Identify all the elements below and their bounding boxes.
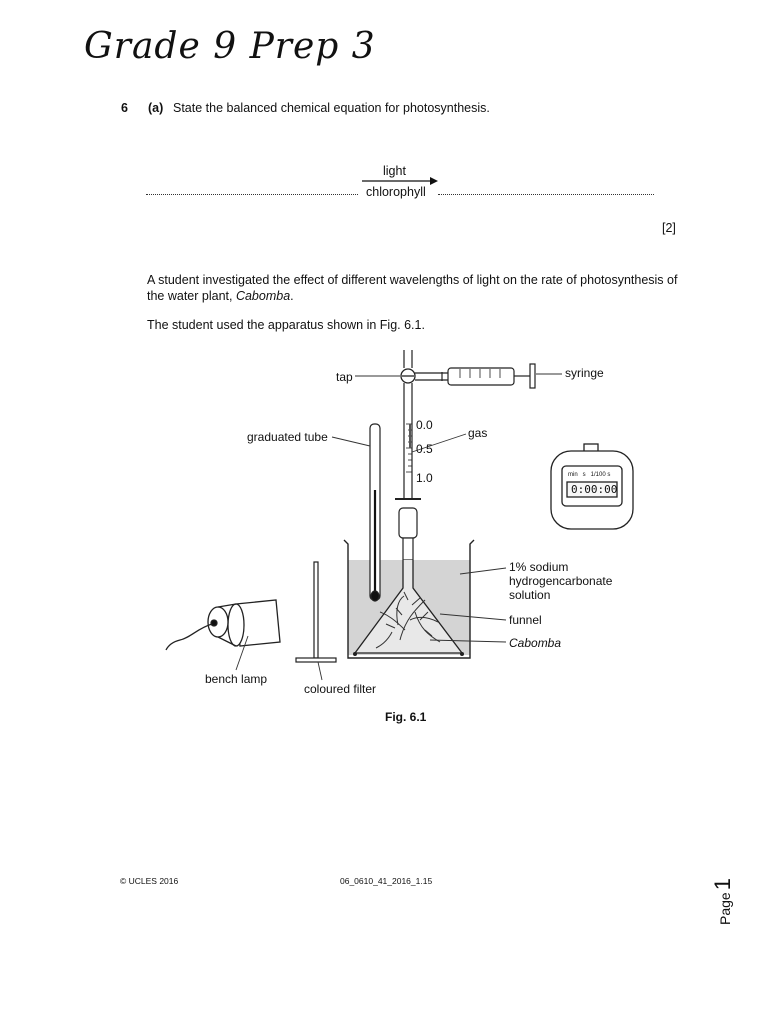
footer-code: 06_0610_41_2016_1.15 — [340, 876, 433, 886]
arrow-label-light: light — [383, 164, 406, 178]
label-funnel: funnel — [509, 613, 542, 627]
figure-caption: Fig. 6.1 — [385, 710, 427, 724]
tick-label-05: 0.5 — [416, 442, 433, 456]
tap-tube — [404, 350, 412, 368]
label-bench-lamp: bench lamp — [205, 672, 268, 686]
label-solution-line2: hydrogencarbonate — [509, 574, 613, 588]
label-solution-line3: solution — [509, 588, 551, 602]
label-graduated-tube: graduated tube — [247, 430, 328, 444]
apparatus-sentence: The student used the apparatus shown in Fig. 6.1. — [147, 318, 425, 332]
tick-label-1: 1.0 — [416, 471, 433, 485]
page-word: Page — [717, 892, 733, 925]
question-text: State the balanced chemical equation for photosynthesis. — [173, 101, 490, 115]
stopwatch-units: min s 1/100 s — [568, 472, 611, 478]
intro-plant-name: Cabomba — [235, 289, 291, 303]
intro-line2: the water plant, — [147, 289, 236, 303]
label-coloured-filter: coloured filter — [304, 682, 377, 696]
footer-copyright: © UCLES 2016 — [120, 876, 179, 886]
intro-line2-end: . — [290, 289, 294, 303]
label-solution-line1: 1% sodium — [509, 560, 569, 574]
stopwatch-display: 0:00:00 — [571, 483, 618, 496]
question-number: 6 — [121, 101, 128, 115]
marks-label: [2] — [662, 221, 676, 235]
bench-lamp-icon — [166, 600, 280, 650]
arrow-label-chlorophyll: chlorophyll — [366, 185, 426, 199]
label-cabomba: Cabomba — [509, 636, 562, 650]
label-solution — [509, 560, 612, 602]
syringe-icon — [442, 364, 535, 388]
intro-line1: A student investigated the effect of different wavelengths of light on the rate of photosynthesis of — [147, 273, 678, 287]
graduated-tube-left — [370, 424, 380, 601]
label-syringe: syringe — [565, 366, 604, 380]
coloured-filter — [296, 562, 336, 662]
page-label — [710, 865, 750, 925]
page-number: 1 — [710, 878, 735, 891]
handwritten-title: Grade 9 Prep 3 — [84, 26, 376, 67]
side-tube — [415, 373, 448, 380]
question-part: (a) — [148, 101, 164, 115]
tick-label-0: 0.0 — [416, 418, 433, 432]
rubber-joint — [399, 508, 417, 560]
label-tap: tap — [336, 370, 353, 384]
label-gas: gas — [468, 426, 488, 440]
